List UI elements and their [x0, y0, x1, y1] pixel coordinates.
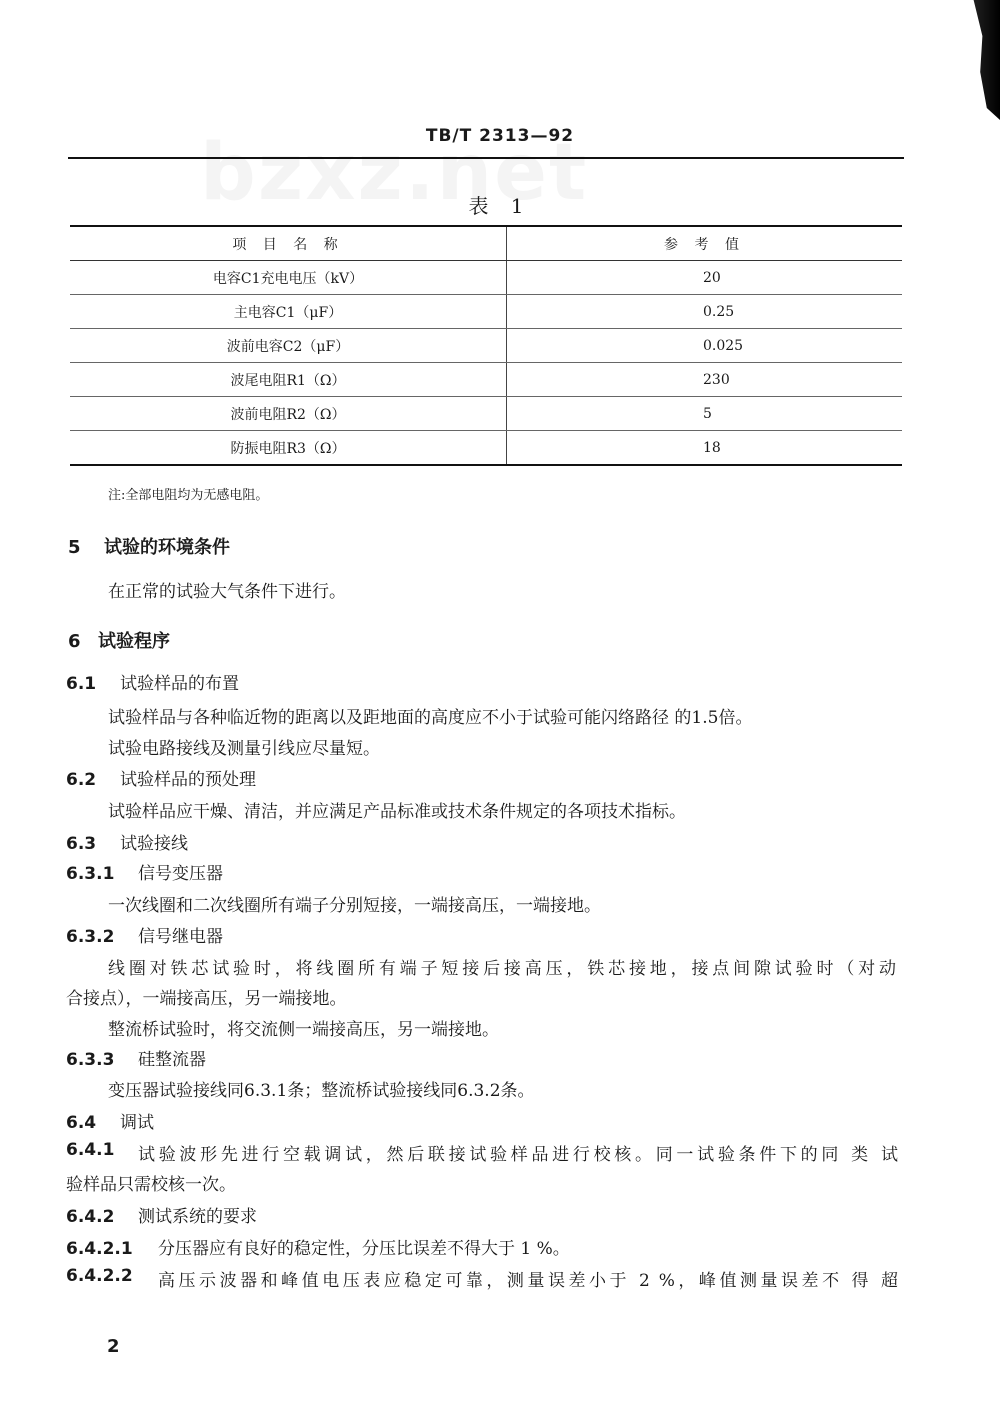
clause-text: 高压示波器和峰值电压表应稳定可靠，测量误差小于 2 %，峰值测量误差不 得 超: [158, 1271, 898, 1291]
table-title: 表 1: [468, 194, 532, 218]
paragraph: 试验样品应干燥、清洁，并应满足产品标准或技术条件规定的各项技术指标。: [108, 802, 686, 822]
clause-number: 6.4.2.2: [66, 1266, 133, 1286]
clause-6-3-heading: [66, 829, 188, 854]
clause-6-2-heading: [66, 765, 256, 790]
section-title: 试验程序: [98, 631, 170, 652]
clause-number: 6.3.3: [66, 1050, 115, 1070]
paragraph: 验样品只需校核一次。: [66, 1175, 236, 1195]
column-header-value: 参 考 值: [507, 226, 903, 261]
scan-edge-mark: [956, 0, 1000, 120]
table-note: 注:全部电阻均为无感电阻。: [108, 488, 269, 503]
table-row: [70, 329, 902, 363]
paragraph: 合接点），一端接高压，另一端接地。: [66, 989, 347, 1009]
paragraph: [108, 954, 896, 979]
param-value: 18: [703, 439, 721, 456]
section-number: 5: [68, 537, 81, 558]
clause-6-4-heading: [66, 1108, 154, 1133]
param-value: 0.025: [507, 329, 903, 363]
clause-number: 6.4: [66, 1113, 97, 1133]
clause-6-4-2-heading: [66, 1202, 257, 1227]
clause-title: 测试系统的要求: [138, 1207, 257, 1227]
clause-6-1-heading: [66, 669, 239, 694]
section-title: 试验的环境条件: [104, 537, 230, 558]
section-5-heading: [68, 533, 230, 559]
clause-number: 6.1: [66, 674, 97, 694]
parameter-table: [70, 225, 902, 466]
table-row: [70, 261, 902, 295]
column-header-name: 项 目 名 称: [70, 226, 507, 261]
paragraph: 在正常的试验大气条件下进行。: [108, 582, 346, 602]
clause-6-3-3-heading: [66, 1045, 206, 1070]
clause-6-4-2-2: [66, 1266, 898, 1291]
clause-title: 试验样品的布置: [120, 674, 239, 694]
clause-title: 试验样品的预处理: [120, 770, 256, 790]
param-name: 电容C1充电电压（kV）: [70, 261, 507, 295]
table-row: [70, 295, 902, 329]
clause-6-3-1-heading: [66, 859, 223, 884]
param-value: 0.25: [507, 295, 903, 329]
clause-6-4-1: [66, 1140, 898, 1165]
clause-number: 6.3.2: [66, 927, 115, 947]
param-name: 波前电阻R2（Ω）: [70, 397, 507, 431]
table-header-row: [70, 226, 902, 261]
page-number: 2: [107, 1336, 120, 1357]
param-value: 20: [507, 261, 903, 295]
paragraph-line: 线圈对铁芯试验时，将线圈所有端子短接后接高压，铁芯接地，接点间隙试验时（对动: [108, 959, 896, 979]
param-name: 波尾电阻R1（Ω）: [70, 363, 507, 397]
clause-number: 6.4.1: [66, 1140, 115, 1160]
clause-number: 6.4.2: [66, 1207, 115, 1227]
standard-number: TB/T 2313—92: [425, 126, 575, 146]
paragraph: 试验样品与各种临近物的距离以及距地面的高度应不小于试验可能闪络路径 的1.5倍。: [108, 708, 753, 728]
paragraph: 整流桥试验时，将交流侧一端接高压，另一端接地。: [108, 1020, 499, 1040]
param-name: 防振电阻R3（Ω）: [70, 431, 507, 466]
clause-title: 信号变压器: [138, 864, 223, 884]
clause-title: 调试: [120, 1113, 154, 1133]
clause-number: 6.4.2.1: [66, 1239, 133, 1259]
param-value: 230: [507, 363, 903, 397]
table-row: [70, 363, 902, 397]
header-rule: [68, 157, 904, 159]
clause-number: 6.3: [66, 834, 97, 854]
param-name: 波前电容C2（μF）: [70, 329, 507, 363]
table-row: [70, 397, 902, 431]
paragraph: 一次线圈和二次线圈所有端子分别短接，一端接高压，一端接地。: [108, 896, 601, 916]
clause-title: 硅整流器: [138, 1050, 206, 1070]
clause-number: 6.3.1: [66, 864, 115, 884]
clause-number: 6.2: [66, 770, 97, 790]
paragraph: 试验电路接线及测量引线应尽量短。: [108, 739, 380, 759]
clause-text: 分压器应有良好的稳定性，分压比误差不得大于 1 %。: [158, 1239, 570, 1259]
table-row: [70, 431, 902, 466]
paragraph: 变压器试验接线同6.3.1条；整流桥试验接线同6.3.2条。: [108, 1081, 535, 1101]
clause-6-3-2-heading: [66, 922, 223, 947]
section-6-heading: [68, 627, 170, 653]
clause-title: 试验接线: [120, 834, 188, 854]
param-value: 5: [507, 397, 903, 431]
paragraph-line: 试验波形先进行空载调试，然后联接试验样品进行校核。同一试验条件下的同 类 试: [138, 1145, 898, 1165]
clause-title: 信号继电器: [138, 927, 223, 947]
section-number: 6: [68, 631, 81, 652]
clause-6-4-2-1: [66, 1234, 570, 1259]
param-name: 主电容C1（μF）: [70, 295, 507, 329]
